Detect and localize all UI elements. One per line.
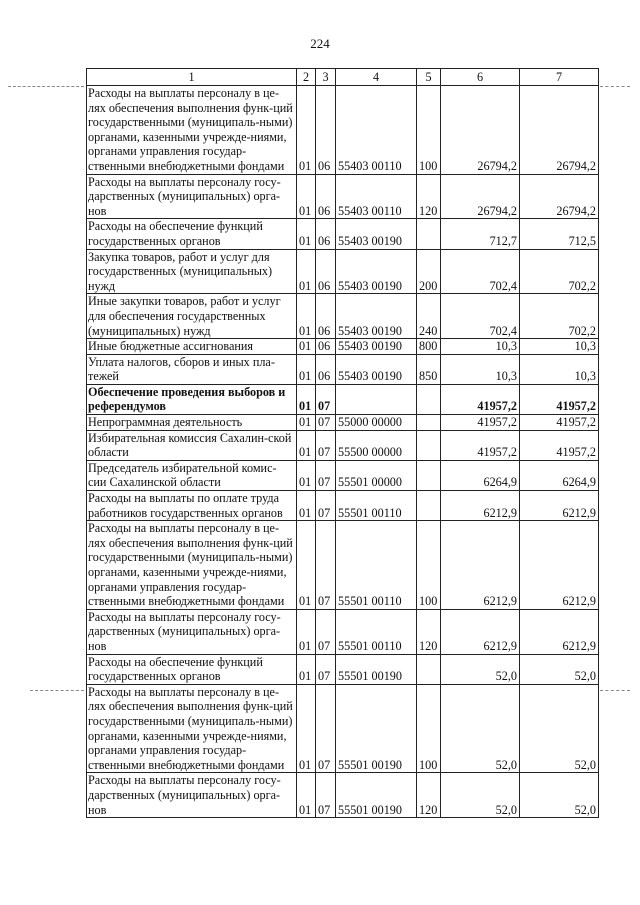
target-article-cell: 55501 00190	[336, 684, 417, 773]
section-code-cell: 01	[297, 174, 316, 219]
table-row	[87, 294, 599, 339]
target-article-cell: 55501 00000	[336, 460, 417, 490]
row-name-cell: Обеспечение проведения выборов и референдумов	[87, 384, 297, 414]
row-name-cell: Расходы на выплаты персоналу госу-дарственных (муниципальных) орга-нов	[87, 609, 297, 654]
subsection-code-cell: 07	[316, 609, 336, 654]
header-cell: 6	[441, 69, 520, 86]
row-name-cell: Расходы на обеспечение функций государственных органов	[87, 654, 297, 684]
amount-col6-cell: 6212,9	[441, 609, 520, 654]
table-row	[87, 654, 599, 684]
target-article-cell: 55501 00110	[336, 521, 417, 610]
section-code-cell: 01	[297, 354, 316, 384]
subsection-code-cell: 06	[316, 339, 336, 355]
expense-type-cell: 850	[417, 354, 441, 384]
row-name-cell: Расходы на выплаты персоналу в це-лях обеспечения выполнения функ-ций государственными (муниципаль-ными) органами, казенными учрежде-ниями, органами управления государ-ственными внебюджетными фондами	[87, 684, 297, 773]
amount-col6-cell: 10,3	[441, 354, 520, 384]
amount-col6-cell: 52,0	[441, 684, 520, 773]
amount-col7-cell: 10,3	[520, 354, 599, 384]
subsection-code-cell: 07	[316, 460, 336, 490]
expense-type-cell	[417, 491, 441, 521]
amount-col6-cell: 10,3	[441, 339, 520, 355]
table-row	[87, 415, 599, 431]
subsection-code-cell: 07	[316, 415, 336, 431]
header-cell: 5	[417, 69, 441, 86]
subsection-code-cell: 06	[316, 294, 336, 339]
expense-type-cell	[417, 415, 441, 431]
subsection-code-cell: 06	[316, 354, 336, 384]
row-name-cell: Расходы на выплаты персоналу госу-дарственных (муниципальных) орга-нов	[87, 174, 297, 219]
table-row	[87, 430, 599, 460]
row-name-cell: Иные бюджетные ассигнования	[87, 339, 297, 355]
amount-col6-cell: 6264,9	[441, 460, 520, 490]
amount-col7-cell: 712,5	[520, 219, 599, 249]
amount-col7-cell: 6212,9	[520, 491, 599, 521]
expense-type-cell: 100	[417, 521, 441, 610]
row-name-cell: Расходы на выплаты по оплате труда работников государственных органов	[87, 491, 297, 521]
target-article-cell: 55403 00110	[336, 86, 417, 175]
table-row	[87, 521, 599, 610]
section-code-cell: 01	[297, 339, 316, 355]
subsection-code-cell: 07	[316, 521, 336, 610]
amount-col7-cell: 6212,9	[520, 521, 599, 610]
target-article-cell	[336, 384, 417, 414]
table-row	[87, 384, 599, 414]
target-article-cell: 55403 00110	[336, 174, 417, 219]
subsection-code-cell: 06	[316, 249, 336, 294]
section-code-cell: 01	[297, 609, 316, 654]
table-row	[87, 460, 599, 490]
section-code-cell: 01	[297, 384, 316, 414]
subsection-code-cell: 07	[316, 654, 336, 684]
target-article-cell: 55501 00190	[336, 773, 417, 818]
expense-type-cell: 240	[417, 294, 441, 339]
header-cell: 7	[520, 69, 599, 86]
page-number: 224	[310, 36, 330, 51]
target-article-cell: 55403 00190	[336, 354, 417, 384]
section-code-cell: 01	[297, 249, 316, 294]
expense-type-cell: 800	[417, 339, 441, 355]
target-article-cell: 55501 00110	[336, 609, 417, 654]
row-name-cell: Избирательная комиссия Сахалин-ской области	[87, 430, 297, 460]
row-name-cell: Председатель избирательной комис-сии Сахалинской области	[87, 460, 297, 490]
section-code-cell: 01	[297, 86, 316, 175]
section-code-cell: 01	[297, 773, 316, 818]
expense-type-cell: 120	[417, 773, 441, 818]
amount-col6-cell: 26794,2	[441, 86, 520, 175]
row-name-cell: Расходы на выплаты персоналу в це-лях обеспечения выполнения функ-ций государственными (муниципаль-ными) органами, казенными учрежде-ниями, органами управления государ-ственными внебюджетными фондами	[87, 521, 297, 610]
row-name-cell: Закупка товаров, работ и услуг для государственных (муниципальных) нужд	[87, 249, 297, 294]
expense-type-cell: 120	[417, 174, 441, 219]
expense-type-cell	[417, 654, 441, 684]
section-code-cell: 01	[297, 430, 316, 460]
header-cell: 2	[297, 69, 316, 86]
table-row	[87, 684, 599, 773]
row-name-cell: Расходы на выплаты персоналу госу-дарственных (муниципальных) орга-нов	[87, 773, 297, 818]
section-code-cell: 01	[297, 684, 316, 773]
expense-type-cell	[417, 460, 441, 490]
table-row	[87, 219, 599, 249]
row-name-cell: Расходы на выплаты персоналу в це-лях обеспечения выполнения функ-ций государственными (муниципаль-ными) органами, казенными учрежде-ниями, органами управления государ-ственными внебюджетными фондами	[87, 86, 297, 175]
amount-col7-cell: 702,2	[520, 294, 599, 339]
section-code-cell: 01	[297, 654, 316, 684]
amount-col6-cell: 6212,9	[441, 521, 520, 610]
expense-type-cell: 120	[417, 609, 441, 654]
header-cell: 4	[336, 69, 417, 86]
amount-col7-cell: 41957,2	[520, 415, 599, 431]
amount-col7-cell: 52,0	[520, 773, 599, 818]
amount-col6-cell: 52,0	[441, 773, 520, 818]
amount-col7-cell: 52,0	[520, 654, 599, 684]
expense-type-cell: 100	[417, 86, 441, 175]
amount-col7-cell: 41957,2	[520, 384, 599, 414]
table-row	[87, 773, 599, 818]
subsection-code-cell: 06	[316, 86, 336, 175]
row-name-cell: Расходы на обеспечение функций государственных органов	[87, 219, 297, 249]
table-row	[87, 174, 599, 219]
table-row	[87, 609, 599, 654]
subsection-code-cell: 07	[316, 773, 336, 818]
target-article-cell: 55403 00190	[336, 339, 417, 355]
section-code-cell: 01	[297, 294, 316, 339]
budget-table	[86, 68, 599, 818]
scan-artifact-line	[600, 690, 630, 692]
subsection-code-cell: 07	[316, 684, 336, 773]
scan-artifact-line	[8, 86, 84, 88]
section-code-cell: 01	[297, 219, 316, 249]
subsection-code-cell: 07	[316, 491, 336, 521]
table-row	[87, 249, 599, 294]
amount-col7-cell: 52,0	[520, 684, 599, 773]
amount-col6-cell: 26794,2	[441, 174, 520, 219]
amount-col7-cell: 41957,2	[520, 430, 599, 460]
amount-col6-cell: 41957,2	[441, 384, 520, 414]
target-article-cell: 55501 00190	[336, 654, 417, 684]
target-article-cell: 55403 00190	[336, 294, 417, 339]
amount-col7-cell: 26794,2	[520, 174, 599, 219]
amount-col6-cell: 41957,2	[441, 430, 520, 460]
amount-col7-cell: 702,2	[520, 249, 599, 294]
subsection-code-cell: 06	[316, 174, 336, 219]
row-name-cell: Иные закупки товаров, работ и услуг для обеспечения государственных (муниципальных) нужд	[87, 294, 297, 339]
table-row	[87, 491, 599, 521]
amount-col7-cell: 26794,2	[520, 86, 599, 175]
section-code-cell: 01	[297, 491, 316, 521]
amount-col6-cell: 702,4	[441, 294, 520, 339]
amount-col6-cell: 712,7	[441, 219, 520, 249]
section-code-cell: 01	[297, 460, 316, 490]
target-article-cell: 55403 00190	[336, 249, 417, 294]
subsection-code-cell: 06	[316, 219, 336, 249]
subsection-code-cell: 07	[316, 384, 336, 414]
amount-col7-cell: 6264,9	[520, 460, 599, 490]
scan-artifact-line	[600, 86, 630, 88]
expense-type-cell: 200	[417, 249, 441, 294]
table-row	[87, 86, 599, 175]
expense-type-cell	[417, 219, 441, 249]
amount-col6-cell: 41957,2	[441, 415, 520, 431]
target-article-cell: 55501 00110	[336, 491, 417, 521]
header-cell: 1	[87, 69, 297, 86]
table-row	[87, 354, 599, 384]
amount-col7-cell: 6212,9	[520, 609, 599, 654]
subsection-code-cell: 07	[316, 430, 336, 460]
target-article-cell: 55403 00190	[336, 219, 417, 249]
amount-col6-cell: 6212,9	[441, 491, 520, 521]
amount-col7-cell: 10,3	[520, 339, 599, 355]
table-header-row	[87, 69, 599, 86]
row-name-cell: Уплата налогов, сборов и иных пла-тежей	[87, 354, 297, 384]
table-row	[87, 339, 599, 355]
scan-artifact-line	[30, 690, 84, 692]
amount-col6-cell: 702,4	[441, 249, 520, 294]
amount-col6-cell: 52,0	[441, 654, 520, 684]
target-article-cell: 55000 00000	[336, 415, 417, 431]
header-cell: 3	[316, 69, 336, 86]
row-name-cell: Непрограммная деятельность	[87, 415, 297, 431]
section-code-cell: 01	[297, 521, 316, 610]
expense-type-cell	[417, 430, 441, 460]
target-article-cell: 55500 00000	[336, 430, 417, 460]
section-code-cell: 01	[297, 415, 316, 431]
expense-type-cell	[417, 384, 441, 414]
expense-type-cell: 100	[417, 684, 441, 773]
